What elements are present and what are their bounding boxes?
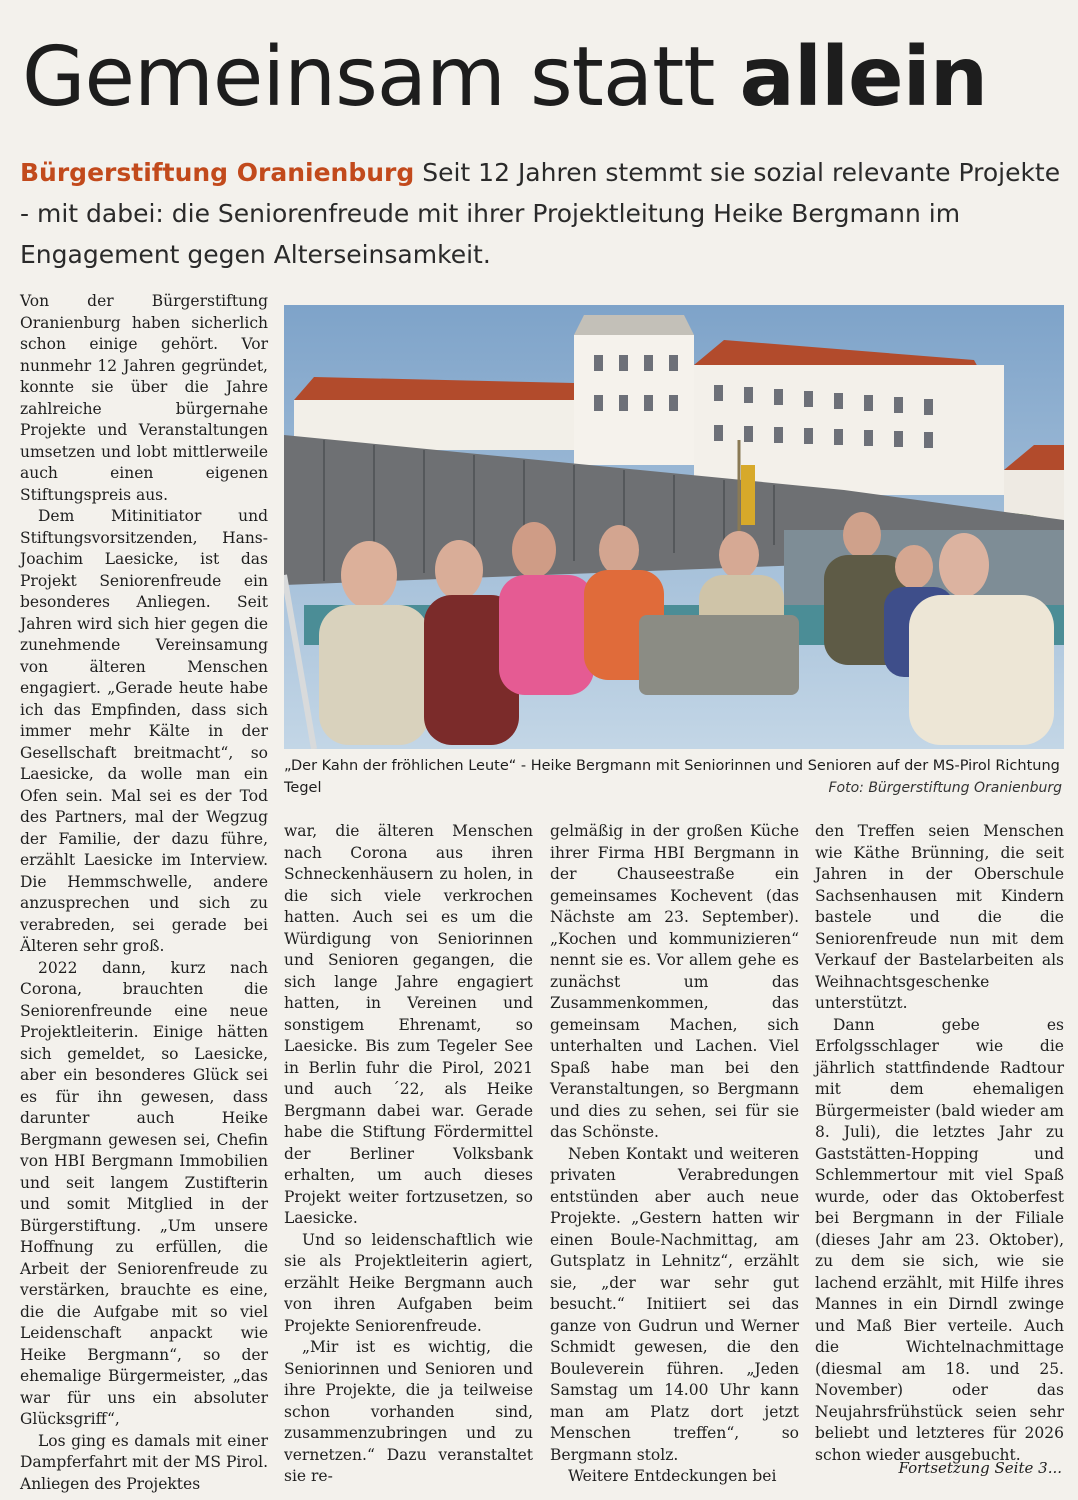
continuation-note: Fortsetzung Seite 3... (898, 1459, 1062, 1477)
article-photo (284, 305, 1064, 749)
paragraph: Weitere Entdeckungen bei (568, 1467, 777, 1485)
photo-credit: Foto: Bürgerstiftung Oranienburg (828, 780, 1062, 796)
paragraph: Von der Bürgerstiftung Oranienburg haben sicherlich schon einige gehört. Vor nunmehr 12 Jahren gegründet, konnte sie über die Jahre zahlreiche bürgernahe Projekte und Veranstaltungen umsetzen und lobt mittlerweile auch einen eigenen Stiftungspreis aus. (20, 292, 268, 504)
paragraph: 2022 dann, kurz nach Corona, brauchten die Seniorenfreunde eine neue Projektleiterin. Einige hätten sich gemeldet, so Laesicke, aber ein besonderes Glück sei es für ihn gewesen, dass darunter auch Heike Bergmann gewesen sei, Chefin von HBI Bergmann Immobilien und seit langem Zustifterin und somit Mitglied in der Bürgerstiftung. „Um unsere Hoffnung zu erfüllen, die Arbeit der Seniorenfreude zu verstärken, brauchte es eine, die die Aufgabe mit so viel Leidenschaft anpackt wie Heike Bergmann“, so der ehemalige Bürgermeister, „das war für uns ein absoluter Glücksgriff“, (20, 958, 268, 1428)
paragraph: Dem Mitinitiator und Stiftungsvorsitzenden, Hans-Joachim Laesicke, ist das Projekt Seniorenfreude ein besonderes Anliegen. Seit Jahren wird sich hier gegen die zunehmende Vereinsamung von älteren Menschen engagiert. „Gerade heute habe ich das Empfinden, dass sich immer mehr Kälte in der Gesellschaft breitmacht“, so Laesicke, da wolle man ein Ofen sein. Mal sei es der Tod des Partners, mal der Wegzug der Familie, der dazu führe, erzählt Laesicke im Interview. Die Hemmschwelle, andere anzusprechen und sich zu verabreden, sei gerade bei Älteren sehr groß. (20, 507, 268, 955)
text-column-3 (550, 821, 799, 1488)
headline-regular: Gemeinsam statt (22, 30, 715, 125)
text-column-4 (815, 821, 1064, 1466)
paragraph: war, die älteren Menschen nach Corona aus ihren Schneckenhäusern zu holen, in die sich viele verkrochen hatten. Auch sei es um die Würdigung von Seniorinnen und Senioren gegangen, die sich lange Jahre engagiert hatten, in Vereinen und sonstigem Ehrenamt, so Laesicke. Bis zum Tegeler See in Berlin fuhr die Pirol, 2021 und auch ´22, als Heike Bergmann dabei war. Gerade habe die Stiftung Fördermittel der Berliner Volksbank erhalten, um auch dieses Projekt weiter fortzusetzen, so Laesicke. (284, 822, 533, 1227)
boat-group-photo (284, 305, 1064, 749)
paragraph: Neben Kontakt und weiteren privaten Verabredungen entstünden aber auch neue Projekte. „Gestern hatten wir einen Boule-Nachmittag, am Gutsplatz in Lehnitz“, erzählt sie, „der war sehr gut besucht.“ Initiiert sei das ganze von Gudrun und Werner Schmidt gewesen, die den Bouleverein führen. „Jeden Samstag um 14.00 Uhr kann man am Platz dort jetzt Menschen treffen“, so Bergmann stolz. (550, 1144, 799, 1464)
deck-kicker: Bürgerstiftung Oranienburg (20, 158, 415, 187)
paragraph: den Treffen seien Menschen wie Käthe Brünning, die seit Jahren in der Oberschule Sachsenhausen mit Kindern bastele und die die Seniorenfreude nun mit dem Verkauf der Bastelarbeiten als Weihnachtsgeschenke unterstützt. (815, 822, 1064, 1012)
deck-text: Seit 12 Jahren stemmt sie sozial relevante Projekte - mit dabei: die Seniorenfreude mit ihrer Projektleitung Heike Bergmann im Engagement gegen Alterseinsamkeit. (20, 158, 1061, 269)
text-column-2 (284, 821, 533, 1488)
article-deck (20, 152, 1065, 275)
paragraph: Los ging es damals mit einer Dampferfahrt mit der MS Pirol. Anliegen des Projektes (20, 1431, 268, 1493)
photo-caption: „Der Kahn der fröhlichen Leute“ - Heike Bergmann mit Seniorinnen und Senioren auf der MS-Pirol Richtung Tegel (284, 758, 1060, 796)
paragraph: „Mir ist es wichtig, die Seniorinnen und Senioren und ihre Projekte, die ja teilweise schon vorhanden sind, zusammenzubringen und zu vernetzen.“ Dazu veranstaltet sie re- (284, 1338, 533, 1485)
paragraph: Dann gebe es Erfolgsschlager wie die jährlich stattfindende Radtour mit dem ehemaligen Bürgermeister (bald wieder am 8. Juli), die letztes Jahr zu Gaststätten-Hopping und Schlemmertour mit viel Spaß wurde, oder das Oktoberfest bei Bergmann in der Filiale (dieses Jahr am 23. Oktober), zu dem sie sich, wie sie lachend erzählt, mit Hilfe ihres Mannes in ein Dirndl zwinge und Maß Bier verteile. Auch die Wichtelnachmittage (diesmal am 18. und 25. November) oder das Neujahrsfrühstück seien sehr beliebt und letzteres für 2026 schon wieder ausgebucht. (815, 1015, 1064, 1464)
paragraph: gelmäßig in der großen Küche ihrer Firma HBI Bergmann in der Chauseestraße ein gemeinsames Kochevent (das Nächste am 23. September). „Kochen und kommunizieren“ nennt sie es. Vor allem gehe es zunächst um das Zusammenkommen, das gemeinsam Machen, sich unterhalten und Lachen. Viel Spaß habe man bei den Veranstaltungen, so Bergmann und dies zu sehen, sei für sie das Schönste. (550, 822, 799, 1141)
text-column-1 (20, 291, 268, 1495)
paragraph: Und so leidenschaftlich wie sie als Projektleiterin agiert, erzählt Heike Bergmann auch von ihren Aufgaben beim Projekte Seniorenfreude. (284, 1230, 533, 1335)
headline (22, 30, 987, 126)
headline-bold: allein (739, 30, 988, 125)
